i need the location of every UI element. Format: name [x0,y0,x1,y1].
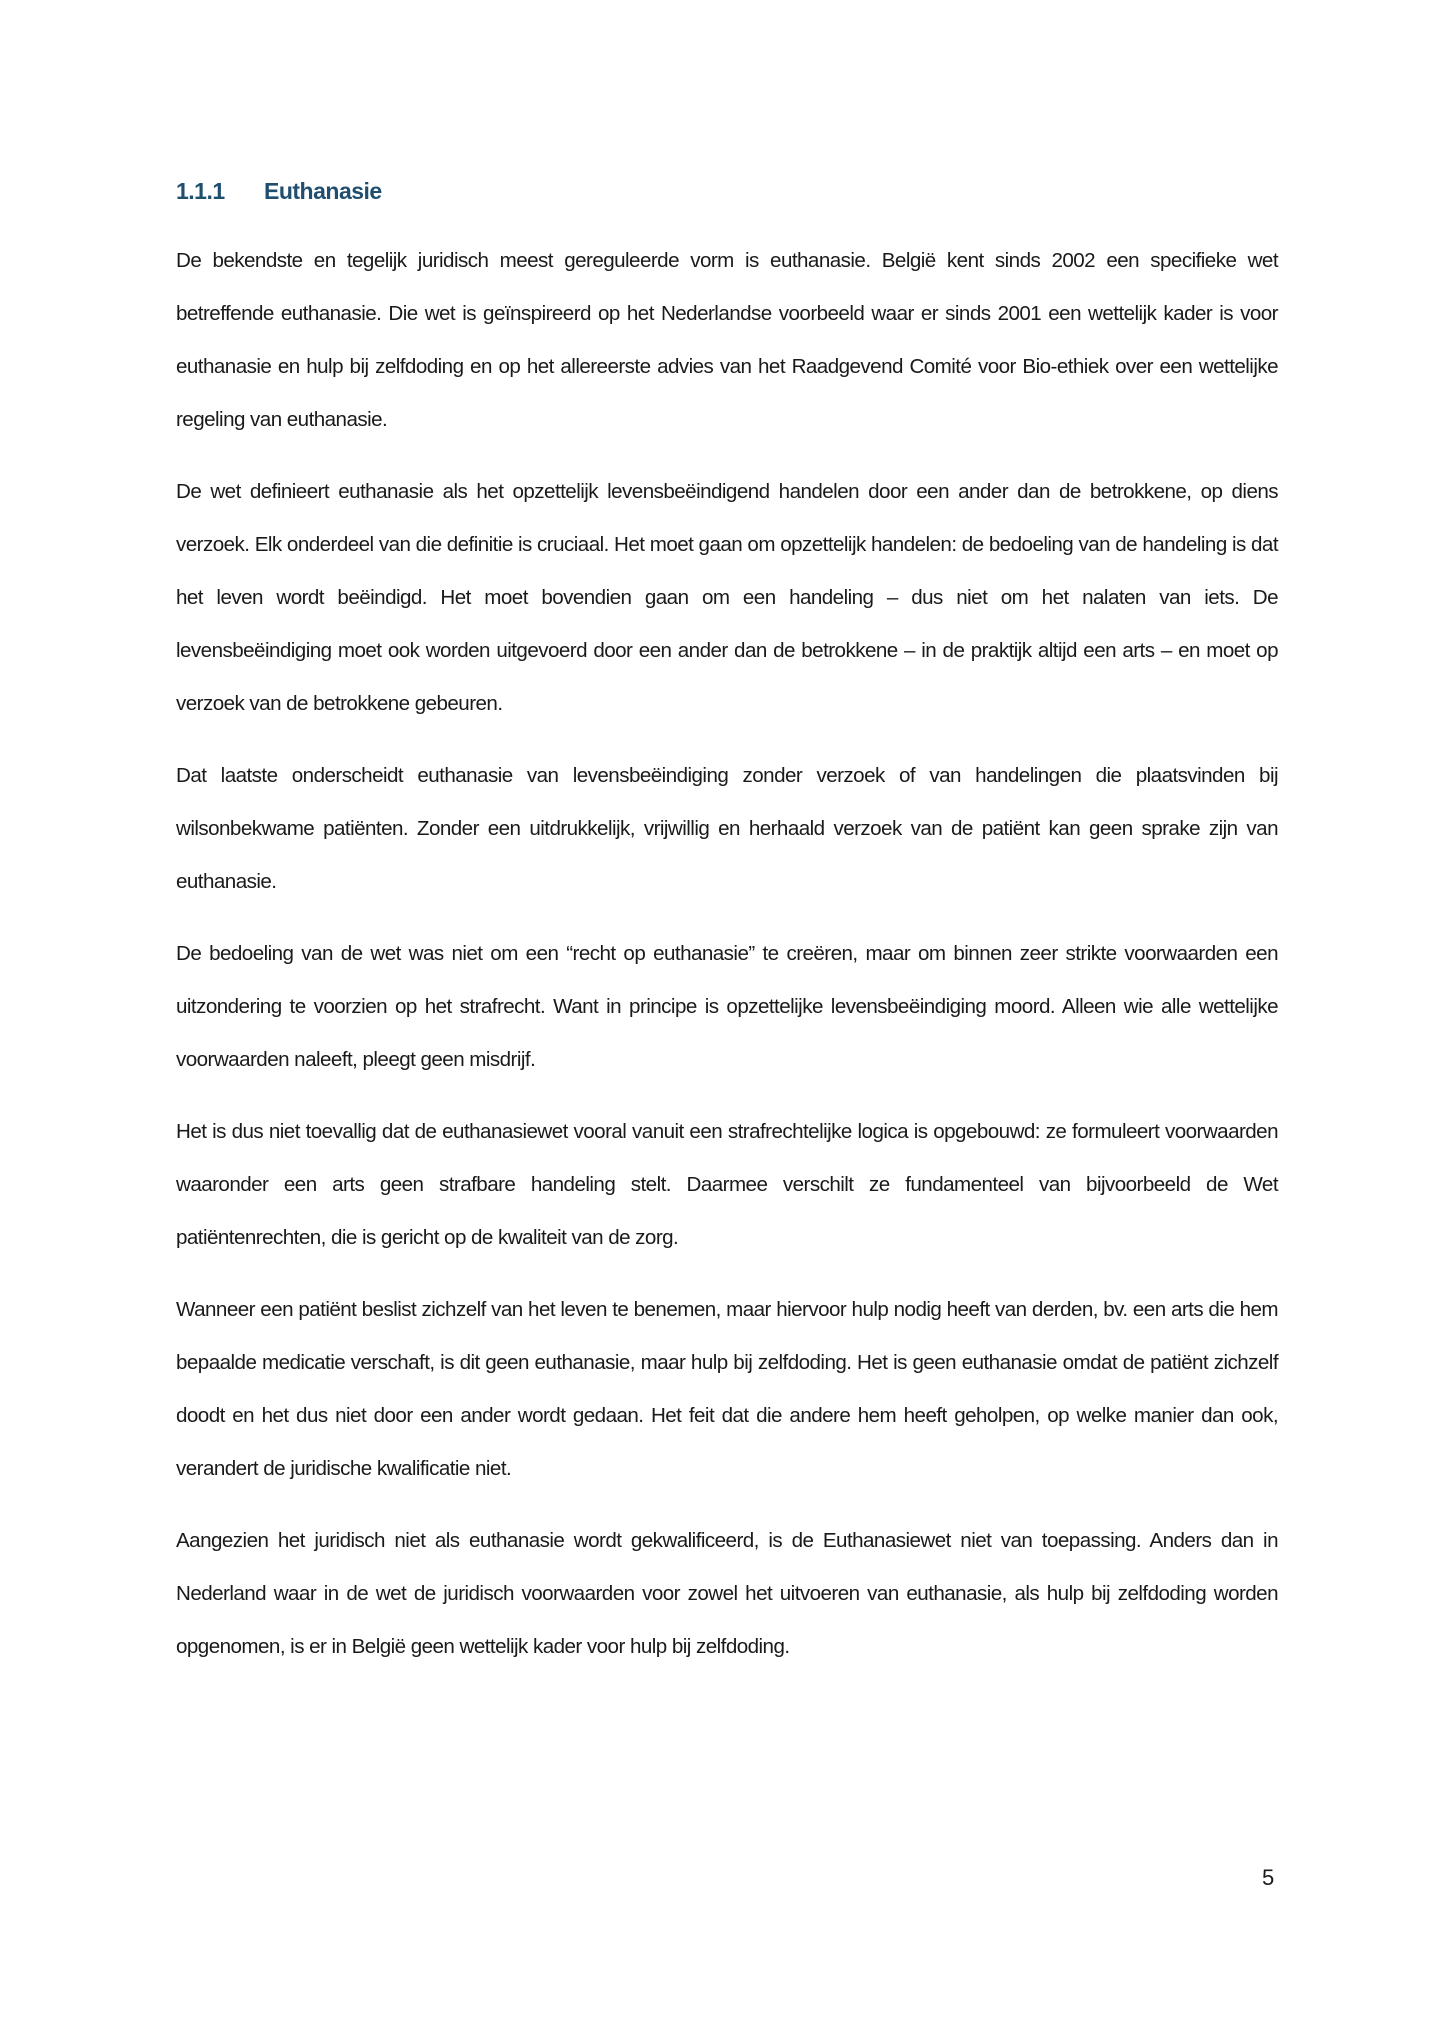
paragraph-4: De bedoeling van de wet was niet om een “recht op euthanasie” te creëren, maar om binnen zeer strikte voorwaarden een uitzondering te voorzien op het strafrecht. Want in principe is opzettelijke levensbeëindiging moord. Alleen wie alle wettelijke voorwaarden naleeft, pleegt geen misdrijf. [176,942,1278,1071]
paragraph-3: Dat laatste onderscheidt euthanasie van levensbeëindiging zonder verzoek of van handelingen die plaatsvinden bij wilsonbekwame patiënten. Zonder een uitdrukkelijk, vrijwillig en herhaald verzoek van de patiënt kan geen sprake zijn van euthanasie. [176,764,1278,893]
paragraph-6: Wanneer een patiënt beslist zichzelf van het leven te benemen, maar hiervoor hulp nodig heeft van derden, bv. een arts die hem bepaalde medicatie verschaft, is dit geen euthanasie, maar hulp bij zelfdoding. Het is geen euthanasie omdat de patiënt zichzelf doodt en het dus niet door een ander wordt gedaan. Het feit dat die andere hem heeft geholpen, op welke manier dan ook, verandert de juridische kwalificatie niet. [176,1298,1278,1480]
paragraph-2: De wet definieert euthanasie als het opzettelijk levensbeëindigend handelen door een ander dan de betrokkene, op diens verzoek. Elk onderdeel van die definitie is cruciaal. Het moet gaan om opzettelijk handelen: de bedoeling van de handeling is dat het leven wordt beëindigd. Het moet bovendien gaan om een handeling – dus niet om het nalaten van iets. De levensbeëindiging moet ook worden uitgevoerd door een ander dan de betrokkene – in de praktijk altijd een arts – en moet op verzoek van de betrokkene gebeuren. [176,480,1278,715]
page-number: 5 [1262,1865,1275,1890]
section-number: 1.1.1 [176,178,225,204]
section-title: Euthanasie [264,178,382,204]
paragraph-5: Het is dus niet toevallig dat de euthanasiewet vooral vanuit een strafrechtelijke logica is opgebouwd: ze formuleert voorwaarden waaronder een arts geen strafbare handeling stelt. Daarmee verschilt ze fundamenteel van bijvoorbeeld de Wet patiëntenrechten, die is gericht op de kwaliteit van de zorg. [176,1120,1278,1249]
paragraph-7: Aangezien het juridisch niet als euthanasie wordt gekwalificeerd, is de Euthanasiewet niet van toepassing. Anders dan in Nederland waar in de wet de juridisch voorwaarden voor zowel het uitvoeren van euthanasie, als hulp bij zelfdoding worden opgenomen, is er in België geen wettelijk kader voor hulp bij zelfdoding. [176,1529,1278,1658]
paragraph-1: De bekendste en tegelijk juridisch meest gereguleerde vorm is euthanasie. België kent sinds 2002 een specifieke wet betreffende euthanasie. Die wet is geïnspireerd op het Nederlandse voorbeeld waar er sinds 2001 een wettelijk kader is voor euthanasie en hulp bij zelfdoding en op het allereerste advies van het Raadgevend Comité voor Bio-ethiek over een wettelijke regeling van euthanasie. [176,249,1278,431]
section-heading [176,178,382,205]
body-text [176,234,1278,1692]
